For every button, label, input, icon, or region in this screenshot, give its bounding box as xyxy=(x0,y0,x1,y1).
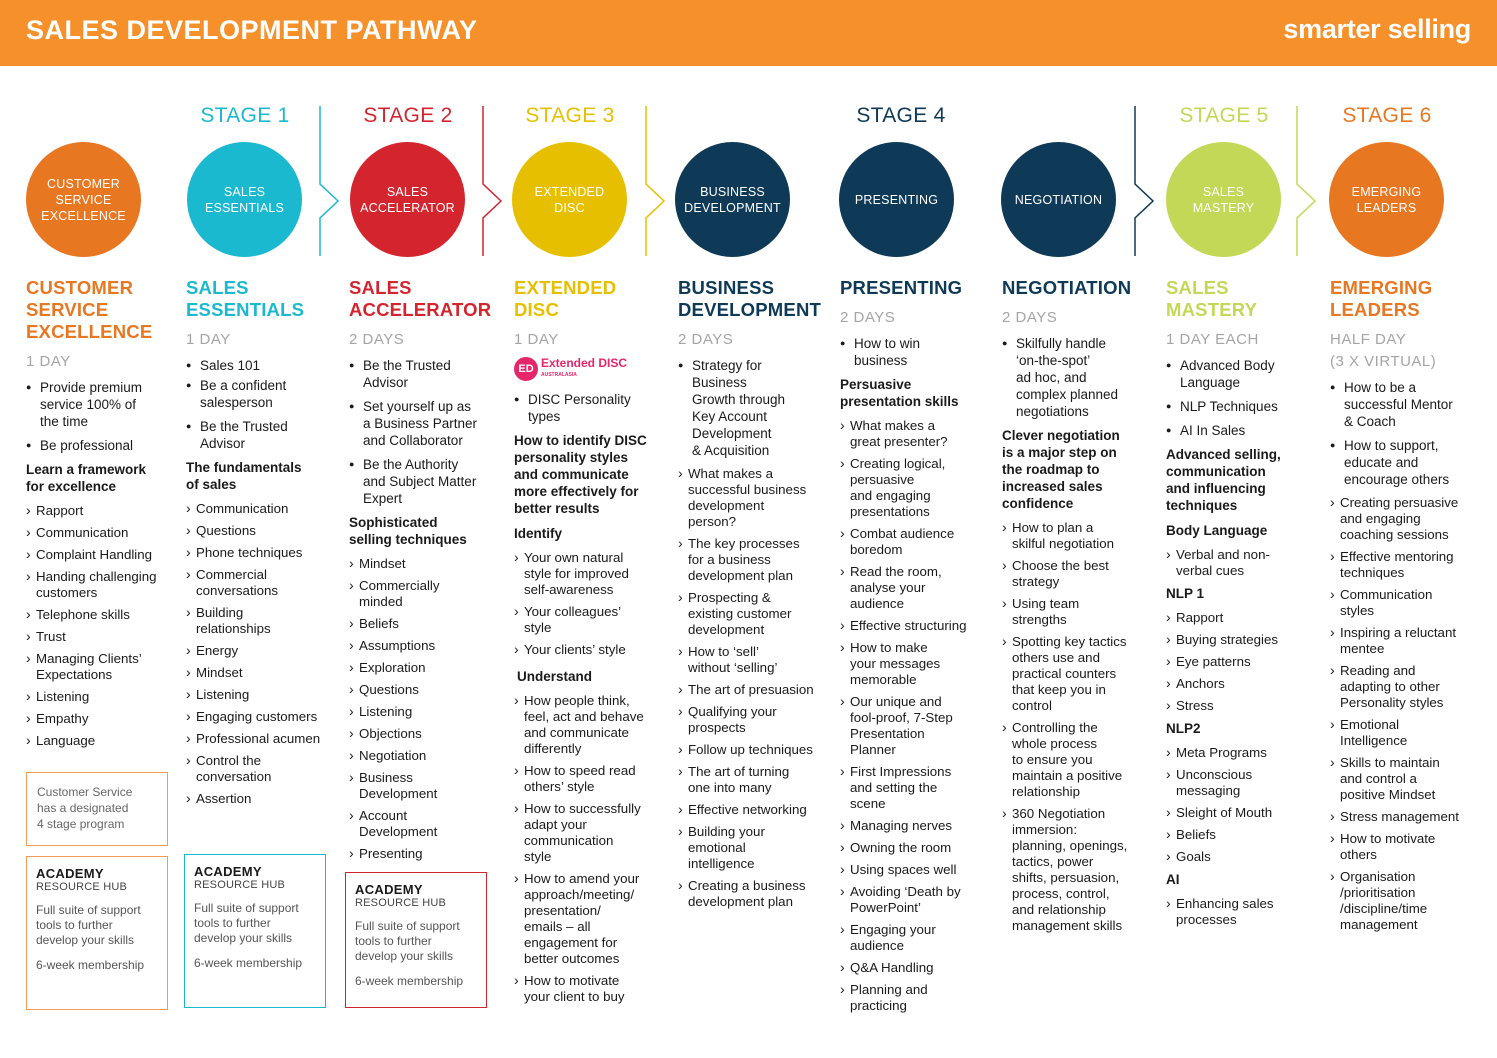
extended-disc-logo xyxy=(514,357,664,381)
topic-item: › Complaint Handling xyxy=(26,547,184,563)
topic-item: › Spotting key tactics others use and practical counters that keep you in control xyxy=(1002,634,1152,714)
hub-title: ACADEMY xyxy=(36,866,104,881)
topic-item: › Using team strengths xyxy=(1002,596,1152,628)
topic-item: › Commercially minded xyxy=(349,578,507,610)
column-sales-essentials xyxy=(186,277,344,813)
topic-item: › The art of turning one into many xyxy=(678,764,830,796)
customer-service-note: Customer Service has a designated 4 stage program xyxy=(26,772,168,846)
topic-item: › Handing challenging customers xyxy=(26,569,184,601)
column-title: PRESENTING xyxy=(840,277,963,298)
hub-subtitle: RESOURCE HUB xyxy=(194,879,286,891)
topic-item: › Listening xyxy=(26,689,184,705)
column-title: NEGOTIATION xyxy=(1002,277,1132,298)
bullet-item: ● Provide premium service 100% of the time xyxy=(26,379,184,430)
circle-sales-accelerator: SALES ACCELERATOR xyxy=(350,142,465,257)
topic-item: › Communication styles xyxy=(1330,587,1480,619)
bullet-item: ● AI In Sales xyxy=(1166,422,1314,439)
topic-item: › Effective networking xyxy=(678,802,830,818)
section-heading: The fundamentals of sales xyxy=(186,460,302,492)
topic-item: › Meta Programs xyxy=(1166,745,1314,761)
column-presenting xyxy=(840,277,990,1020)
header-bar xyxy=(0,0,1497,66)
topic-item: › Planning and practicing xyxy=(840,982,990,1014)
topic-item: › Using spaces well xyxy=(840,862,990,878)
bullet-list xyxy=(1166,357,1314,439)
stage-divider-3 xyxy=(644,106,674,256)
topic-item: › Business Development xyxy=(349,770,507,802)
section-heading-understand: Understand xyxy=(517,669,593,684)
column-sales-accelerator xyxy=(349,277,507,868)
page-title: SALES DEVELOPMENT PATHWAY xyxy=(26,15,478,45)
stage-1-label: STAGE 1 xyxy=(200,104,290,127)
topic-item: › Control the conversation xyxy=(186,753,344,785)
stage-divider-2 xyxy=(481,106,511,256)
topic-item: › Our unique and fool-proof, 7-Step Presentation Planner xyxy=(840,694,990,758)
column-title: EXTENDED DISC xyxy=(514,277,617,320)
topic-item: › Negotiation xyxy=(349,748,507,764)
section-heading: Clever negotiation is a major step on the roadmap to increased sales confidence xyxy=(1002,428,1120,511)
topic-item: › Language xyxy=(26,733,184,749)
bullet-list xyxy=(514,391,664,425)
column-customer-service xyxy=(26,277,184,755)
topic-item: › How to make your messages memorable xyxy=(840,640,990,688)
topic-item: › The art of presuasion xyxy=(678,682,830,698)
topic-list xyxy=(514,550,664,658)
topic-item: › How people think, feel, act and behave and communicate differently xyxy=(514,693,664,757)
topic-item: › Goals xyxy=(1166,849,1314,865)
column-extended-disc xyxy=(514,277,664,1011)
stage-divider-4 xyxy=(1133,106,1163,256)
topic-item: › Skills to maintain and control a positive Mindset xyxy=(1330,755,1480,803)
bullet-item: ● Be the Trusted Advisor xyxy=(186,418,344,452)
section-heading: Persuasive presentation skills xyxy=(840,377,959,409)
disc-logo-wordmark xyxy=(541,357,627,381)
topic-item: › First Impressions and setting the scene xyxy=(840,764,990,812)
section-heading: Advanced selling, communication and influencing techniques xyxy=(1166,447,1281,513)
bullet-item: ● Sales 101 xyxy=(186,357,344,374)
column-duration: 2 DAYS xyxy=(678,331,734,348)
stage-divider-5 xyxy=(1295,106,1325,256)
topic-list xyxy=(840,418,990,1014)
bullet-item: ● Skilfully handle ‘on-the-spot’ ad hoc, and complex planned negotiations xyxy=(1002,335,1152,420)
column-duration: 1 DAY EACH xyxy=(1166,331,1259,348)
topic-item: › Controlling the whole process to ensure you maintain a positive relationship xyxy=(1002,720,1152,800)
topic-item: › How to motivate others xyxy=(1330,831,1480,863)
circle-presenting: PRESENTING xyxy=(839,142,954,257)
bullet-item: ● Strategy for Business Growth through Key Account Development & Acquisition xyxy=(678,357,830,459)
topic-item: › Assumptions xyxy=(349,638,507,654)
hub-description: Full suite of support tools to further develop your skills xyxy=(355,919,460,963)
topic-item: › How to motivate your client to buy xyxy=(514,973,664,1005)
academy-hub-sales-essentials xyxy=(184,854,326,1008)
brand-logo: smarter selling xyxy=(1283,14,1471,44)
column-title: SALES ACCELERATOR xyxy=(349,277,492,320)
topic-list xyxy=(26,503,184,749)
topic-item: › Verbal and non- verbal cues xyxy=(1166,547,1314,579)
stage-2-label: STAGE 2 xyxy=(363,104,453,127)
stage-5-label: STAGE 5 xyxy=(1179,104,1269,127)
topic-item: › Building your emotional intelligence xyxy=(678,824,830,872)
disc-badge-icon: ED xyxy=(514,357,538,381)
hub-title: ACADEMY xyxy=(355,882,423,897)
column-emerging-leaders xyxy=(1330,277,1480,939)
bullet-item: ● Set yourself up as a Business Partner and Collaborator xyxy=(349,398,507,449)
topic-item: › Prospecting & existing customer development xyxy=(678,590,830,638)
topic-item: › Phone techniques xyxy=(186,545,344,561)
topic-item: › Follow up techniques xyxy=(678,742,830,758)
disc-logo-sub: AUSTRALASIA xyxy=(541,372,577,378)
bullet-item: ● How to be a successful Mentor & Coach xyxy=(1330,379,1480,430)
bullet-list xyxy=(1002,335,1152,420)
topic-item: › Your clients’ style xyxy=(514,642,664,658)
topic-item: › The key processes for a business development plan xyxy=(678,536,830,584)
bullet-item: ● How to support, educate and encourage others xyxy=(1330,437,1480,488)
topic-item: › Enhancing sales processes xyxy=(1166,896,1314,928)
topic-item: › Q&A Handling xyxy=(840,960,990,976)
topic-item: › What makes a successful business development person? xyxy=(678,466,830,530)
bullet-list xyxy=(678,357,830,459)
topic-item: › Creating a business development plan xyxy=(678,878,830,910)
topic-item: › Mindset xyxy=(186,665,344,681)
hub-description: Full suite of support tools to further develop your skills xyxy=(194,901,299,945)
bullet-item: ● Be the Trusted Advisor xyxy=(349,357,507,391)
bullet-item: ● DISC Personality types xyxy=(514,391,664,425)
column-negotiation xyxy=(1002,277,1152,940)
topic-item: › Stress management xyxy=(1330,809,1480,825)
bullet-list xyxy=(840,335,990,369)
topic-item: › Sleight of Mouth xyxy=(1166,805,1314,821)
circle-negotiation: NEGOTIATION xyxy=(1001,142,1116,257)
hub-membership: 6-week membership xyxy=(194,956,303,970)
column-sales-mastery xyxy=(1166,277,1314,934)
topic-item: › Owning the room xyxy=(840,840,990,856)
topic-item: › Professional acumen xyxy=(186,731,344,747)
bullet-item: ● Be a confident salesperson xyxy=(186,377,344,411)
topic-list xyxy=(1166,745,1314,865)
topic-item: › Buying strategies xyxy=(1166,632,1314,648)
topic-item: › Qualifying your prospects xyxy=(678,704,830,736)
column-title: SALES ESSENTIALS xyxy=(186,277,305,320)
topic-item: › Creating persuasive and engaging coaching sessions xyxy=(1330,495,1480,543)
section-heading-ai: AI xyxy=(1166,872,1180,887)
topic-item: › How to amend your approach/meeting/ presentation/ emails – all engagement for better outcomes xyxy=(514,871,664,967)
topic-item: › Inspiring a reluctant mentee xyxy=(1330,625,1480,657)
section-heading: Sophisticated selling techniques xyxy=(349,515,467,547)
stage-3-label: STAGE 3 xyxy=(525,104,615,127)
section-heading: Learn a framework for excellence xyxy=(26,462,147,494)
column-title: SALES MASTERY xyxy=(1166,277,1258,320)
topic-item: › Your colleagues’ style xyxy=(514,604,664,636)
topic-item: › 360 Negotiation immersion: planning, openings, tactics, power shifts, persuasion, process, control, and relationship management skills xyxy=(1002,806,1152,934)
topic-item: › Combat audience boredom xyxy=(840,526,990,558)
hub-membership: 6-week membership xyxy=(355,974,464,988)
hub-membership: 6-week membership xyxy=(36,958,145,972)
column-duration: 2 DAYS xyxy=(1002,309,1058,326)
column-title: BUSINESS DEVELOPMENT xyxy=(678,277,822,320)
stage-6-label: STAGE 6 xyxy=(1342,104,1432,127)
circle-emerging-leaders: EMERGING LEADERS xyxy=(1329,142,1444,257)
topic-item: › Energy xyxy=(186,643,344,659)
topic-item: › Presenting xyxy=(349,846,507,862)
hub-subtitle: RESOURCE HUB xyxy=(355,897,447,909)
topic-item: › Organisation /prioritisation /discipline/time management xyxy=(1330,869,1480,933)
topic-item: › Stress xyxy=(1166,698,1314,714)
bullet-item: ● How to win business xyxy=(840,335,990,369)
topic-list xyxy=(678,466,830,910)
topic-item: › Managing Clients’ Expectations xyxy=(26,651,184,683)
topic-item: › Telephone skills xyxy=(26,607,184,623)
topic-item: › Engaging your audience xyxy=(840,922,990,954)
hub-title: ACADEMY xyxy=(194,864,262,879)
section-heading-body-language: Body Language xyxy=(1166,523,1268,538)
bullet-item: ● NLP Techniques xyxy=(1166,398,1314,415)
topic-item: › Choose the best strategy xyxy=(1002,558,1152,590)
topic-item: › Trust xyxy=(26,629,184,645)
topic-item: › Commercial conversations xyxy=(186,567,344,599)
topic-item: › Effective mentoring techniques xyxy=(1330,549,1480,581)
topic-list xyxy=(186,501,344,807)
topic-item: › Rapport xyxy=(26,503,184,519)
topic-list xyxy=(1166,547,1314,579)
bullet-list xyxy=(186,357,344,452)
column-title: EMERGING LEADERS xyxy=(1330,277,1433,320)
column-duration: 1 DAY xyxy=(186,331,231,348)
topic-item: › Listening xyxy=(186,687,344,703)
topic-item: › Engaging customers xyxy=(186,709,344,725)
topic-item: › Creating logical, persuasive and engaging presentations xyxy=(840,456,990,520)
topic-item: › Read the room, analyse your audience xyxy=(840,564,990,612)
section-heading-nlp2: NLP2 xyxy=(1166,721,1201,736)
topic-item: › Effective structuring xyxy=(840,618,990,634)
bullet-list xyxy=(1330,379,1480,488)
column-business-development xyxy=(678,277,830,916)
bullet-list xyxy=(349,357,507,507)
section-heading-nlp1: NLP 1 xyxy=(1166,586,1205,601)
bullet-list xyxy=(26,379,184,454)
topic-item: › Mindset xyxy=(349,556,507,572)
column-duration: HALF DAY (3 X VIRTUAL) xyxy=(1330,331,1437,370)
topic-item: › Exploration xyxy=(349,660,507,676)
topic-item: › Questions xyxy=(349,682,507,698)
topic-list xyxy=(1166,610,1314,714)
circle-sales-mastery: SALES MASTERY xyxy=(1166,142,1281,257)
bullet-item: ● Be the Authority and Subject Matter Expert xyxy=(349,456,507,507)
bullet-item: ● Advanced Body Language xyxy=(1166,357,1314,391)
topic-item: › Eye patterns xyxy=(1166,654,1314,670)
circle-sales-essentials: SALES ESSENTIALS xyxy=(187,142,302,257)
topic-list xyxy=(1330,495,1480,933)
topic-item: › Beliefs xyxy=(349,616,507,632)
topic-item: › How to speed read others’ style xyxy=(514,763,664,795)
section-heading-identify: Identify xyxy=(514,526,563,541)
topic-list xyxy=(1166,896,1314,928)
topic-item: › Anchors xyxy=(1166,676,1314,692)
academy-hub-sales-accelerator xyxy=(345,872,487,1008)
topic-item: › What makes a great presenter? xyxy=(840,418,990,450)
column-duration: 2 DAYS xyxy=(840,309,896,326)
circle-customer-service: CUSTOMER SERVICE EXCELLENCE xyxy=(26,142,141,257)
topic-item: › How to successfully adapt your communication style xyxy=(514,801,664,865)
bullet-item: ● Be professional xyxy=(26,437,184,454)
topic-item: › Listening xyxy=(349,704,507,720)
topic-item: › Beliefs xyxy=(1166,827,1314,843)
stage-divider-1 xyxy=(318,106,348,256)
topic-item: › Account Development xyxy=(349,808,507,840)
topic-item: › Questions xyxy=(186,523,344,539)
academy-hub-customer-service xyxy=(26,856,168,1010)
topic-list xyxy=(1002,520,1152,934)
topic-item: › Managing nerves xyxy=(840,818,990,834)
topic-item: › Unconscious messaging xyxy=(1166,767,1314,799)
hub-subtitle: RESOURCE HUB xyxy=(36,881,128,893)
topic-item: › Objections xyxy=(349,726,507,742)
column-title: CUSTOMER SERVICE EXCELLENCE xyxy=(26,277,153,342)
topic-item: › Your own natural style for improved self-awareness xyxy=(514,550,664,598)
disc-logo-text: Extended DISC xyxy=(541,356,628,370)
topic-item: › How to plan a skilful negotiation xyxy=(1002,520,1152,552)
topic-list xyxy=(514,693,664,1005)
topic-item: › How to ‘sell’ without ‘selling’ xyxy=(678,644,830,676)
topic-item: › Building relationships xyxy=(186,605,344,637)
circle-extended-disc: EXTENDED DISC xyxy=(512,142,627,257)
circle-business-development: BUSINESS DEVELOPMENT xyxy=(675,142,790,257)
column-duration: 2 DAYS xyxy=(349,331,405,348)
hub-description: Full suite of support tools to further develop your skills xyxy=(36,903,141,947)
topic-item: › Avoiding ‘Death by PowerPoint’ xyxy=(840,884,990,916)
section-heading: How to identify DISC personality styles and communicate more effectively for better results xyxy=(514,433,647,516)
column-duration: 1 DAY xyxy=(514,331,559,348)
topic-item: › Communication xyxy=(26,525,184,541)
topic-list xyxy=(349,556,507,862)
topic-item: › Emotional Intelligence xyxy=(1330,717,1480,749)
stage-4-label: STAGE 4 xyxy=(856,104,946,127)
topic-item: › Assertion xyxy=(186,791,344,807)
topic-item: › Reading and adapting to other Personality styles xyxy=(1330,663,1480,711)
topic-item: › Rapport xyxy=(1166,610,1314,626)
topic-item: › Empathy xyxy=(26,711,184,727)
topic-item: › Communication xyxy=(186,501,344,517)
column-duration: 1 DAY xyxy=(26,353,71,370)
